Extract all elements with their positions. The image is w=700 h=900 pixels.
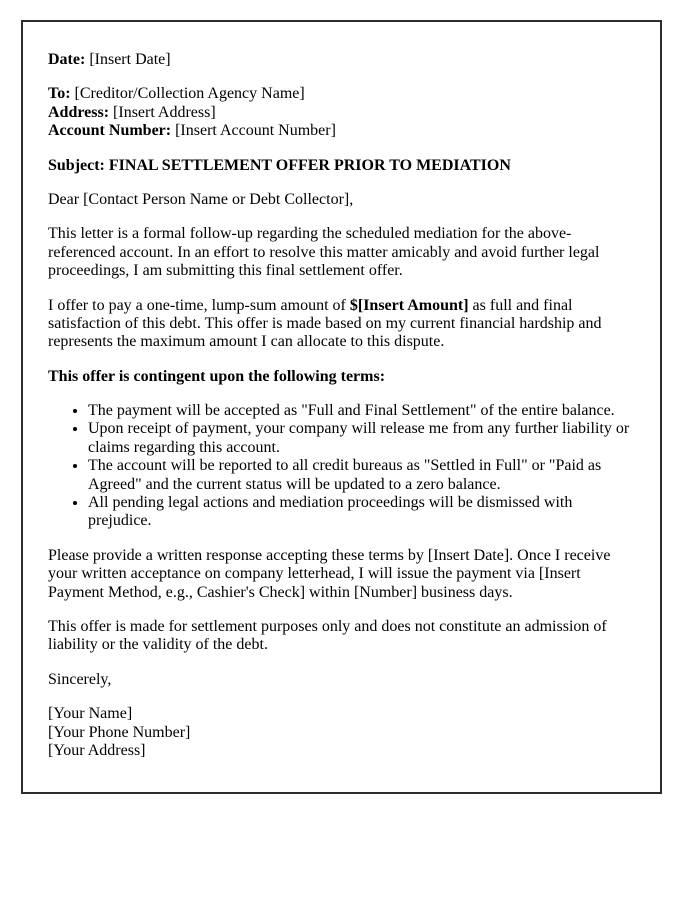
address-label: Address: <box>48 103 110 121</box>
term-item-dismiss-proceedings: • All pending legal actions and mediation proceedings will be dismissed with prejudice. <box>88 494 635 531</box>
recipient-block <box>48 85 635 140</box>
signature-name: [Your Name] <box>48 705 133 723</box>
date-label: Date: <box>48 51 86 68</box>
settlement-offer-letter <box>21 20 662 794</box>
offer-text-after-amount: as full and final satisfaction of this debt. This offer is made based on my current financial hardship and represents the maximum amount I can allocate to this dispute. <box>48 296 602 351</box>
term-item-release-liability: • Upon receipt of payment, your company will release me from any further liability or claims regarding this account. <box>88 420 635 457</box>
account-number-label: Account Number: <box>48 122 172 140</box>
term-item-full-and-final: • The payment will be accepted as "Full and Final Settlement" of the entire balance. <box>88 402 635 420</box>
subject-label: Subject: <box>48 156 105 174</box>
offer-text-before-amount: I offer to pay a one-time, lump-sum amount of <box>48 296 350 314</box>
closing: Sincerely, <box>48 670 112 688</box>
subject-title: FINAL SETTLEMENT OFFER PRIOR TO MEDIATION <box>108 156 511 174</box>
disclaimer-paragraph: This offer is made for settlement purposes only and does not constitute an admission of liability or the validity of the debt. <box>48 617 607 654</box>
terms-list <box>48 402 635 531</box>
signature-phone: [Your Phone Number] <box>48 723 191 741</box>
term-item-credit-bureaus: • The account will be reported to all credit bureaus as "Settled in Full" or "Paid as Agreed" and the current status will be updated to a zero balance. <box>88 457 635 494</box>
response-request-paragraph: Please provide a written response accepting these terms by [Insert Date]. Once I receive your written acceptance on company letterhead, I will issue the payment via [Insert Payment Method, e.g., Cashier's Check] within [Number] business days. <box>48 546 611 601</box>
account-number-value: [Insert Account Number] <box>175 122 336 140</box>
to-value: [Creditor/Collection Agency Name] <box>74 85 305 103</box>
address-value: [Insert Address] <box>113 103 216 121</box>
to-label: To: <box>48 85 71 103</box>
date-value: [Insert Date] <box>89 51 171 68</box>
intro-paragraph: This letter is a formal follow-up regarding the scheduled mediation for the above-referenced account. In an effort to resolve this matter amicably and avoid further legal proceedings, I am submitting this final settlement offer. <box>48 225 600 280</box>
signature-address: [Your Address] <box>48 741 146 759</box>
offer-amount: $[Insert Amount] <box>349 296 469 314</box>
subject-line <box>48 157 635 175</box>
signature-block <box>48 705 635 760</box>
date-line <box>48 51 635 69</box>
terms-heading: This offer is contingent upon the following terms: <box>48 367 386 385</box>
salutation: Dear [Contact Person Name or Debt Collector], <box>48 190 354 208</box>
offer-paragraph <box>48 297 635 352</box>
